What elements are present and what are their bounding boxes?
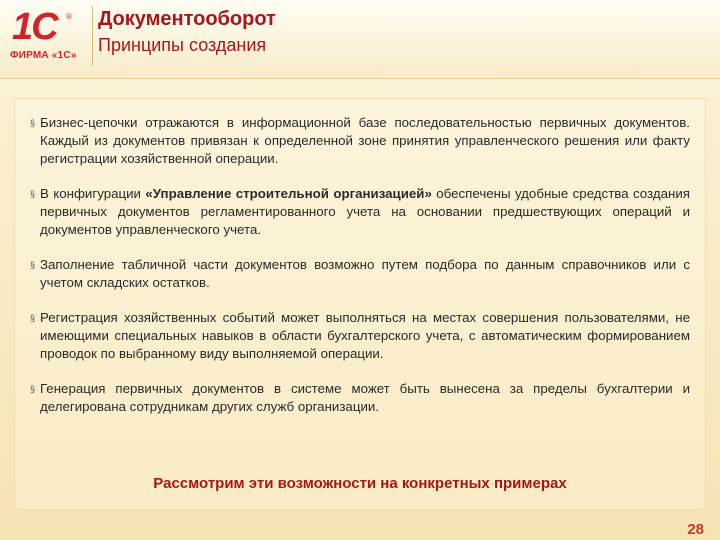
- bullet-text-post: обеспечены удобные средства создания первичных документов регламентированного учета на основании предшествующих операций и документов управленческого учета.: [40, 186, 690, 237]
- slide-title: Документооборот: [98, 8, 276, 30]
- company-logo: [10, 8, 88, 64]
- bullet-text: Заполнение табличной части документов возможно путем подбора по данным справочников или с учетом складских остатков.: [40, 257, 690, 290]
- logo-company-name: ФИРМА «1С»: [10, 50, 77, 61]
- bullet-icon: §: [30, 260, 36, 270]
- bullet-text: Регистрация хозяйственных событий может выполняться на местах совершения пользователями, не имеющими специальных навыков в области бухгалтерского учета, с автоматическим формированием проводок по выбранному виду выполняемой операции.: [40, 310, 690, 361]
- bullet-text-bold: «Управление строительной организацией»: [145, 186, 432, 201]
- call-to-action: Рассмотрим эти возможности на конкретных примерах: [153, 475, 567, 492]
- bullet-item: [30, 185, 690, 239]
- bullet-item: [30, 114, 690, 168]
- registered-mark: ®: [66, 12, 72, 21]
- bullet-icon: §: [30, 313, 36, 323]
- header-divider: [92, 6, 93, 66]
- bullet-text: Бизнес-цепочки отражаются в информационной базе последовательностью первичных документов. Каждый из документов привязан к определенной зоне принятия управленческого решения или факту регистрации хозяйственной операции.: [40, 115, 690, 166]
- bullet-icon: §: [30, 189, 36, 199]
- bullet-text-pre: В конфигурации: [40, 186, 146, 201]
- bullet-icon: §: [30, 384, 36, 394]
- bullet-text: Генерация первичных документов в системе может быть вынесена за пределы бухгалтерии и делегирована сотрудникам других служб организации.: [40, 381, 690, 414]
- bullet-item: [30, 380, 690, 416]
- slide-subtitle: Принципы создания: [98, 35, 267, 55]
- bullet-list: [30, 114, 690, 433]
- page-number: 28: [687, 521, 704, 538]
- bullet-item: [30, 309, 690, 363]
- bullet-icon: §: [30, 118, 36, 128]
- bullet-item: [30, 256, 690, 292]
- logo-mark: 1С: [12, 6, 57, 48]
- slide-header: [0, 0, 720, 79]
